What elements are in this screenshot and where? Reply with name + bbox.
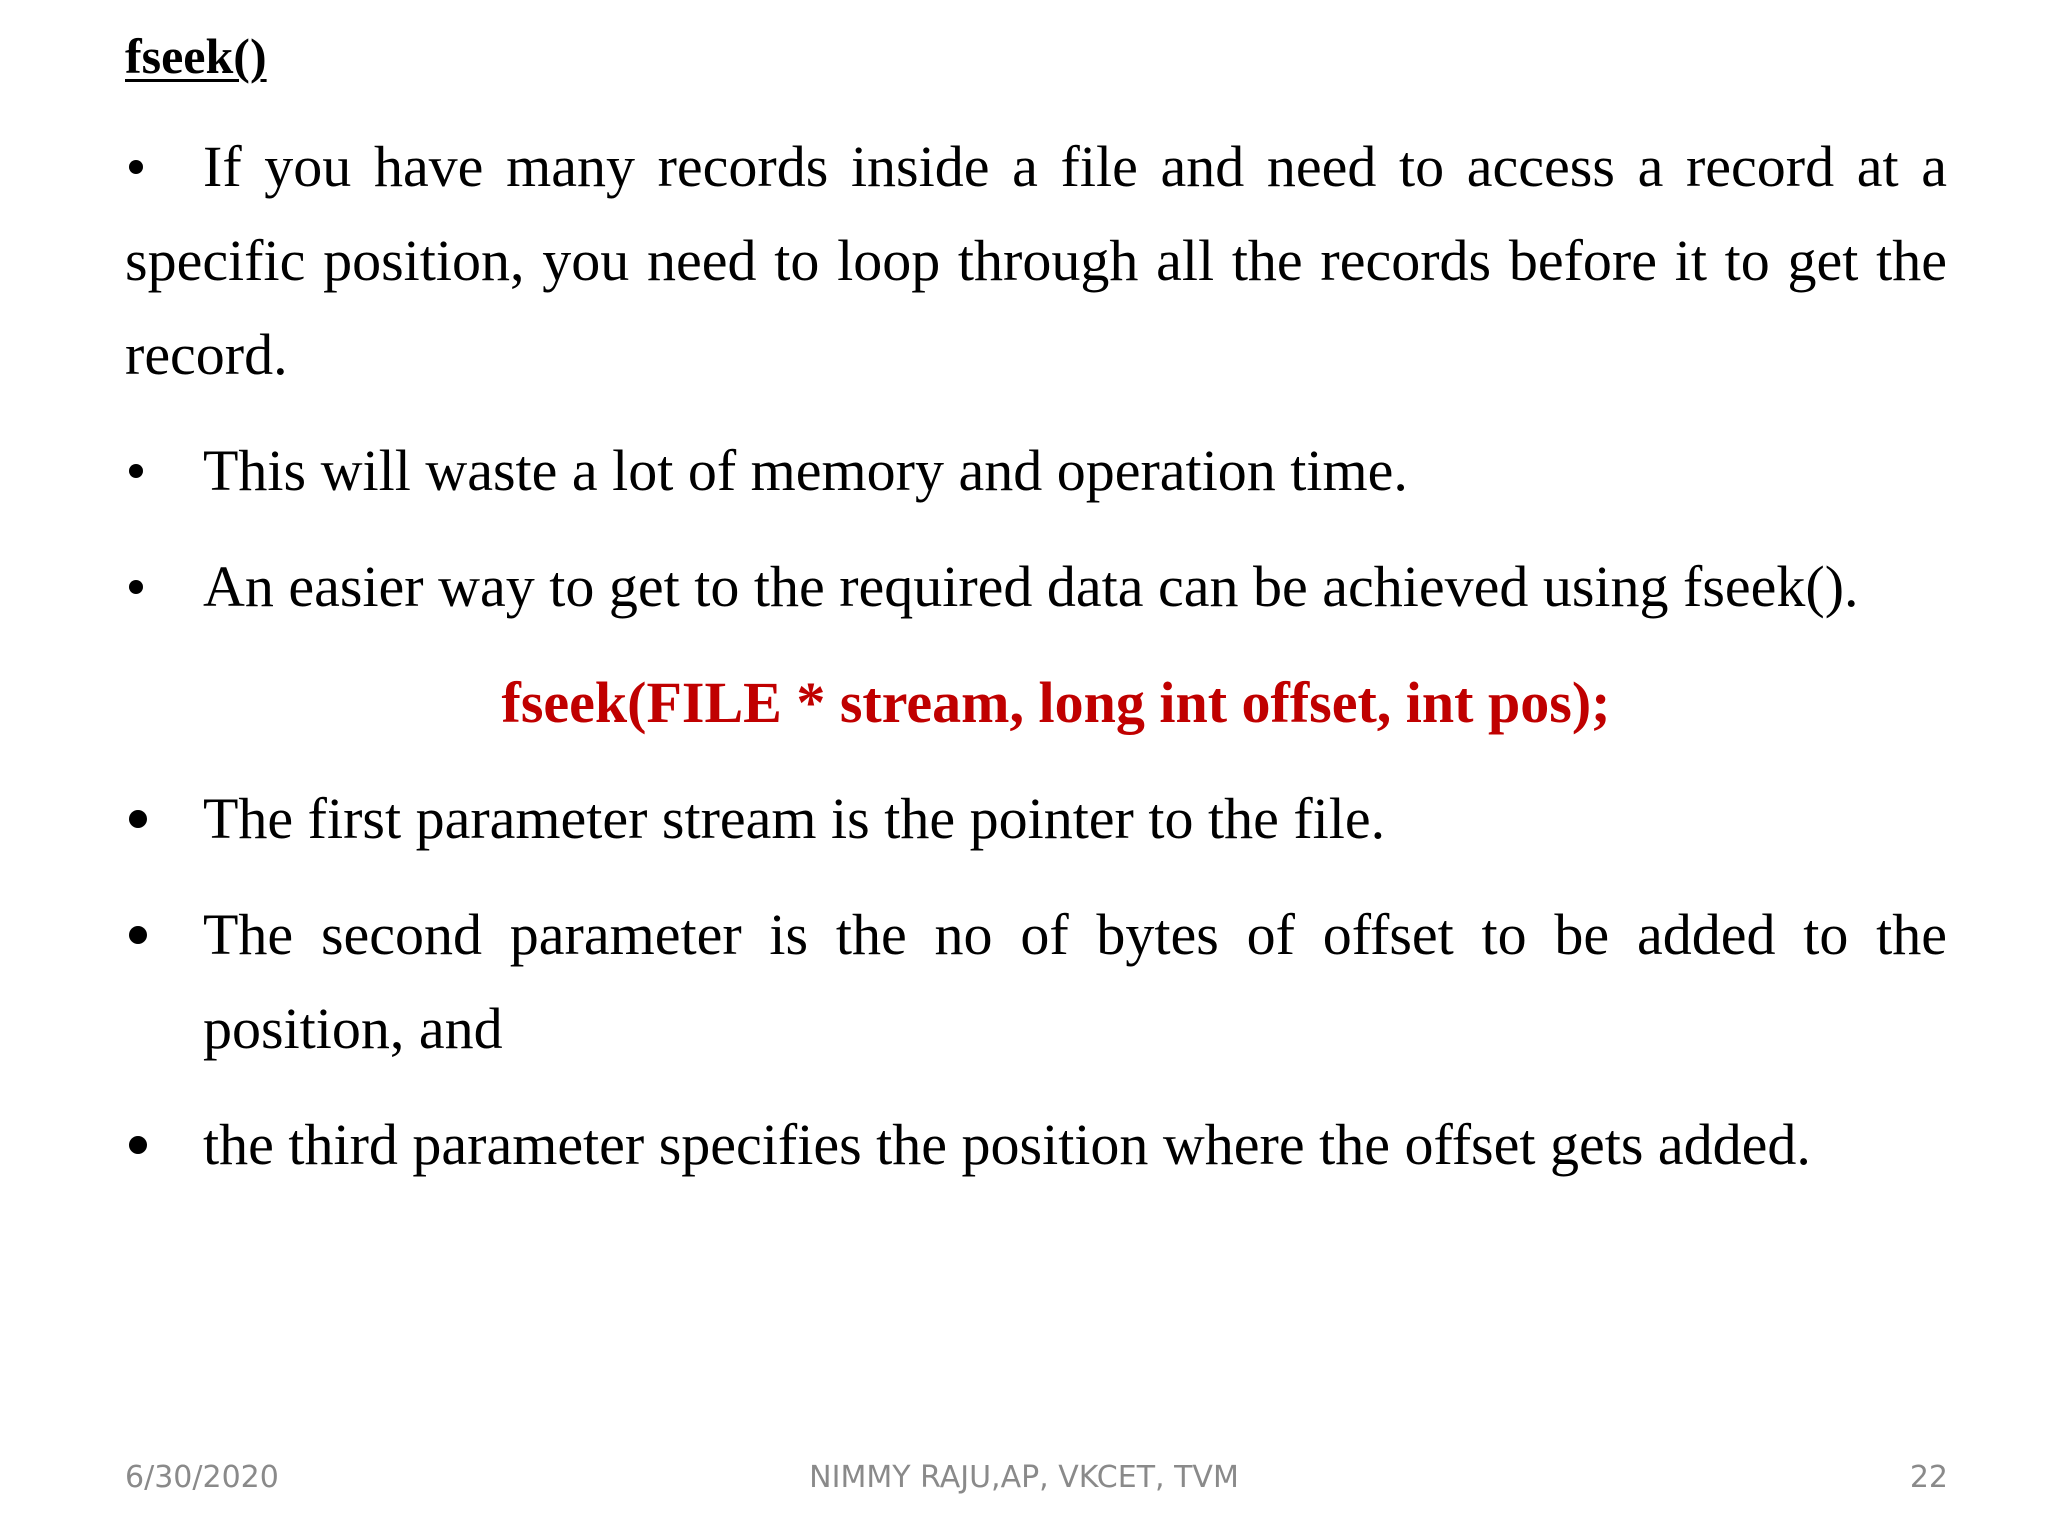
bullet-item	[125, 772, 1947, 866]
bullet-item	[125, 424, 1947, 518]
footer-page-number: 22	[1909, 1460, 1948, 1495]
slide-content	[125, 120, 1947, 1214]
bullet-text: If you have many records inside a file and need to access a record at a specific position, you need to loop through all the records before it to get the record.	[125, 134, 1947, 387]
bullet-item	[125, 1098, 1947, 1192]
bullet-text: An easier way to get to the required data can be achieved using fseek().	[203, 554, 1859, 619]
bullet-item	[125, 120, 1947, 402]
bullet-text: The first parameter stream is the pointer to the file.	[203, 786, 1386, 851]
footer-date: 6/30/2020	[125, 1460, 279, 1495]
slide-title: fseek()	[125, 28, 267, 84]
bullet-item	[125, 888, 1947, 1076]
footer-author: NIMMY RAJU,AP, VKCET, TVM	[809, 1460, 1239, 1495]
bullet-text: This will waste a lot of memory and operation time.	[203, 438, 1408, 503]
bullet-text: the third parameter specifies the position where the offset gets added.	[203, 1112, 1811, 1177]
bullet-text: The second parameter is the no of bytes of offset to be added to the position, and	[203, 902, 1947, 1061]
bullet-item	[125, 540, 1947, 634]
fseek-signature: fseek(FILE * stream, long int offset, int pos);	[501, 670, 1611, 735]
